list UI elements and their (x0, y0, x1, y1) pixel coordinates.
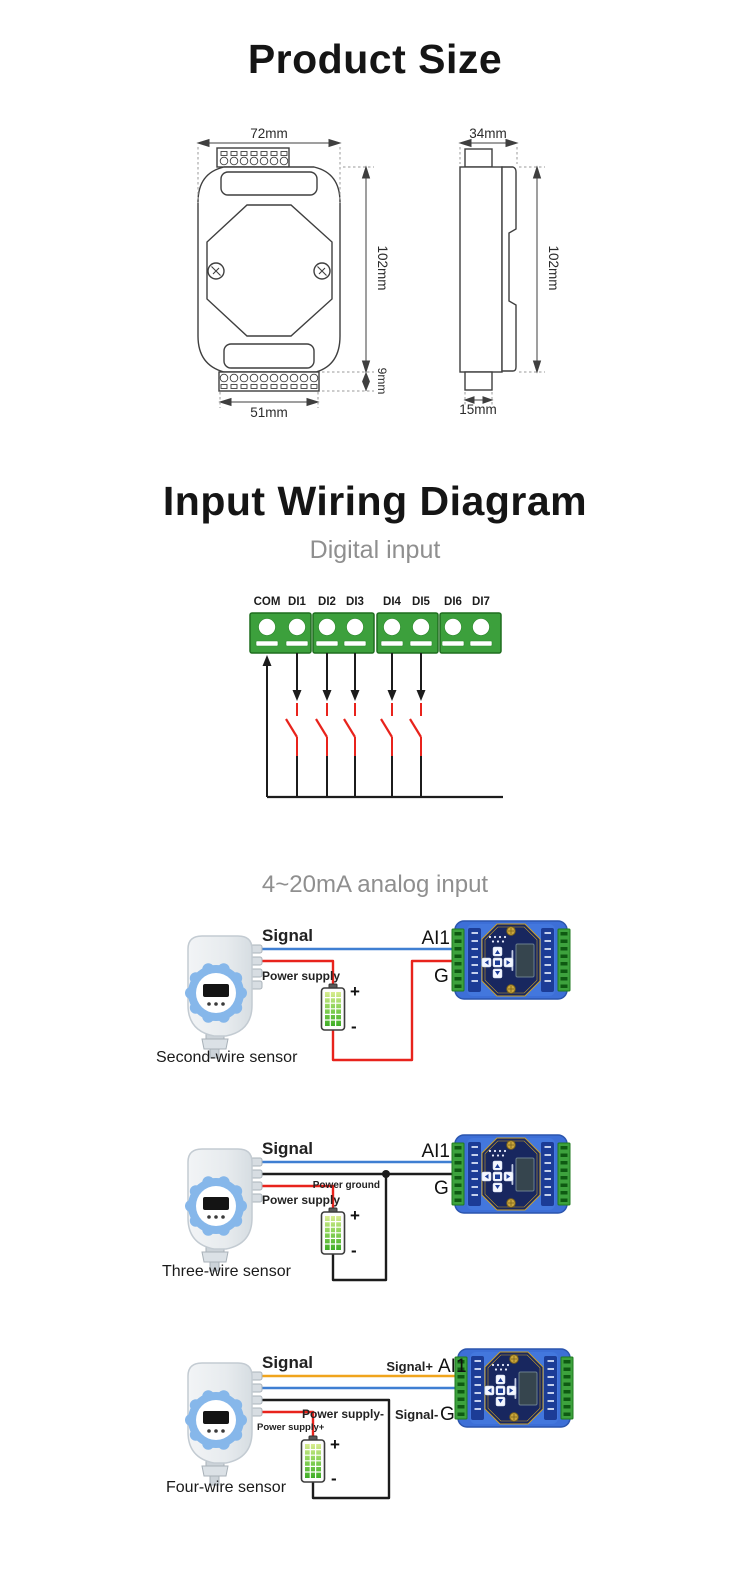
analog-input-subtitle: 4~20mA analog input (261, 871, 489, 898)
signal-minus-label: Signal- (395, 1407, 439, 1422)
di-switch-branches (286, 653, 426, 797)
diagram-caption: Second-wire sensor (156, 1049, 298, 1066)
battery-minus-label: - (351, 1241, 357, 1260)
terminal-label: DI1 (288, 596, 306, 608)
io-module-illustration (452, 921, 570, 999)
dim-front-height: 102mm (375, 245, 390, 291)
dim-side-height: 102mm (546, 245, 561, 291)
ai1-label: AI1 (438, 1356, 467, 1377)
power-supply-label: Power supply (262, 1193, 341, 1207)
terminal-label: COM (253, 596, 281, 608)
switch-symbol (410, 653, 426, 797)
terminal-label: DI5 (412, 596, 430, 608)
dim-front-bottom-width: 51mm (250, 405, 288, 420)
terminal-label: DI4 (383, 596, 401, 608)
two-wire-diagram (0, 912, 750, 1082)
io-module-illustration (452, 1135, 570, 1213)
pressure-sensor-illustration (185, 1363, 262, 1485)
g-label: G (434, 1178, 449, 1199)
battery-illustration (302, 1436, 325, 1482)
product-size-title: Product Size (247, 36, 503, 82)
io-module-illustration (455, 1349, 573, 1427)
switch-symbol (286, 653, 302, 797)
product-size-drawing (0, 115, 750, 425)
ai1-label: AI1 (421, 928, 450, 949)
power-supply-plus-label: Power supply+ (257, 1422, 325, 1433)
diagram-caption: Four-wire sensor (166, 1479, 287, 1496)
digital-input-diagram (0, 585, 750, 810)
g-label: G (440, 1404, 455, 1425)
switch-symbol (381, 653, 397, 797)
switch-symbol (316, 653, 332, 797)
dim-side-bottom-width: 15mm (459, 402, 497, 417)
four-wire-diagram (0, 1338, 750, 1518)
battery-plus-label: + (330, 1435, 340, 1454)
terminal-label: DI2 (318, 596, 336, 608)
signal-label: Signal (262, 926, 314, 945)
dim-side-top-width: 34mm (469, 126, 507, 141)
wiring-diagram-title: Input Wiring Diagram (162, 478, 588, 524)
power-supply-label: Power supply (262, 969, 341, 983)
com-wire (263, 655, 272, 797)
side-view-outline (460, 149, 516, 390)
g-label: G (434, 966, 449, 987)
battery-illustration (322, 1208, 345, 1254)
signal-label: Signal (262, 1353, 314, 1372)
battery-plus-label: + (350, 982, 360, 1001)
ai1-label: AI1 (421, 1141, 450, 1162)
battery-plus-label: + (350, 1206, 360, 1225)
dim-front-terminal-height: 9mm (375, 367, 389, 395)
signal-label: Signal (262, 1139, 314, 1158)
junction-dot (382, 1170, 390, 1178)
terminal-label: DI3 (346, 596, 364, 608)
digital-input-subtitle: Digital input (309, 536, 441, 564)
battery-minus-label: - (351, 1017, 357, 1036)
terminal-labels (254, 596, 490, 608)
terminal-strip (250, 613, 501, 653)
battery-illustration (322, 984, 345, 1030)
power-supply-minus-label: Power supply- (301, 1407, 384, 1421)
terminal-label: DI6 (444, 596, 462, 608)
signal-plus-label: Signal+ (386, 1359, 433, 1374)
dim-front-top-width: 72mm (250, 126, 288, 141)
three-wire-diagram (0, 1126, 750, 1296)
front-view-outline (198, 148, 340, 391)
diagram-caption: Three-wire sensor (162, 1263, 291, 1280)
power-ground-label: Power ground (312, 1180, 380, 1191)
pressure-sensor-illustration (185, 936, 262, 1058)
battery-minus-label: - (331, 1469, 337, 1488)
terminal-label: DI7 (472, 596, 490, 608)
pressure-sensor-illustration (185, 1149, 262, 1271)
switch-symbol (344, 653, 360, 797)
